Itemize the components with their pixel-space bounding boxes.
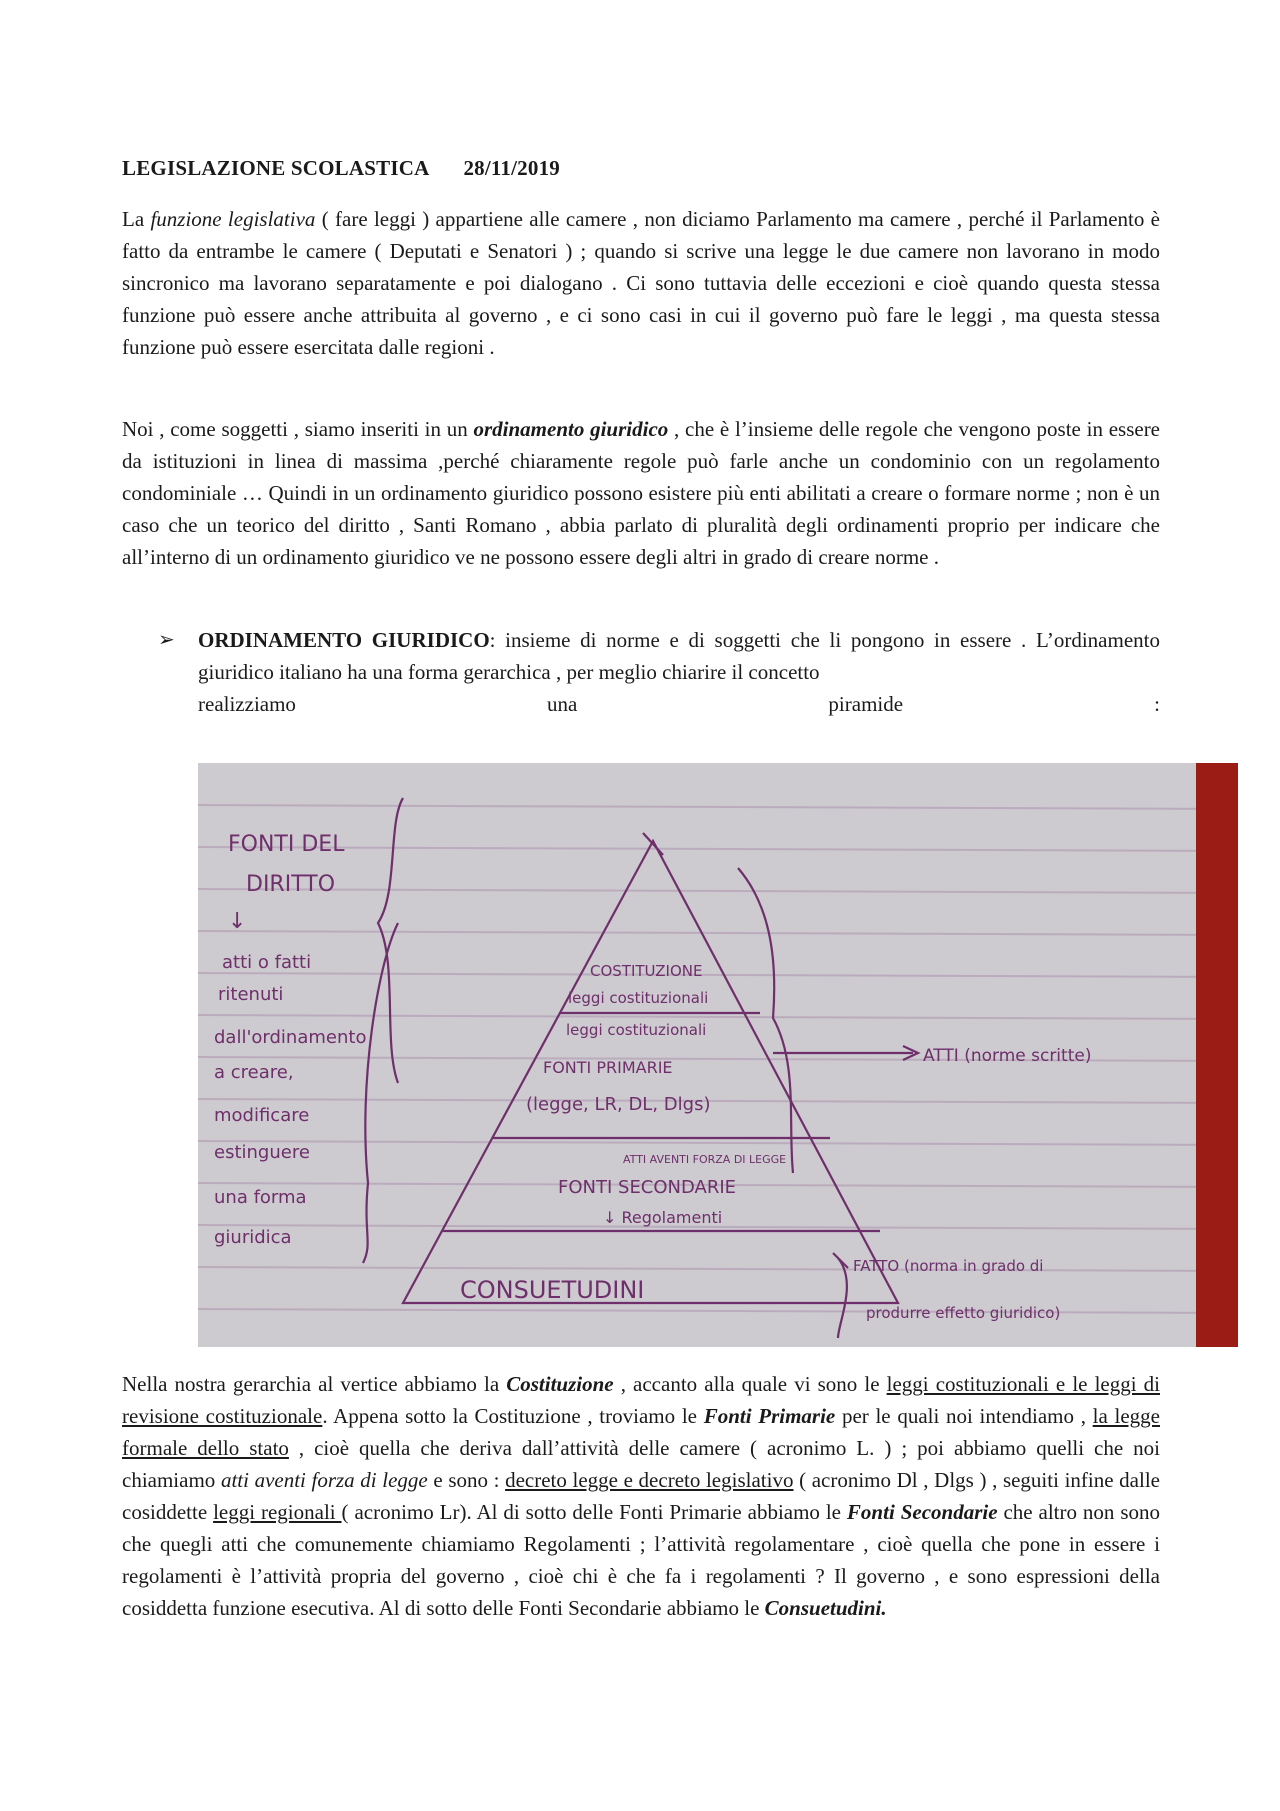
pyramid-primarie-list: (legge, LR, DL, Dlgs) [526, 1094, 711, 1115]
note-line-7: a creare, [214, 1062, 294, 1083]
note-line-9: estinguere [214, 1142, 310, 1163]
bullet-last-line: realizziamo una piramide : [198, 692, 1160, 716]
bullet-ordinamento-giuridico [160, 624, 1160, 720]
note-line-1: FONTI DEL [228, 832, 345, 857]
pyramid-photo-svg [198, 763, 1238, 1347]
right-fatto-note-2: produrre effetto giuridico) [866, 1304, 1061, 1322]
pyramid-consuetudini: CONSUETUDINI [460, 1276, 645, 1304]
pyramid-atti-aventi: ATTI AVENTI FORZA DI LEGGE [623, 1153, 787, 1166]
right-atti-note: ATTI (norme scritte) [923, 1046, 1092, 1066]
note-line-6: dall'ordinamento [214, 1027, 367, 1048]
pyramid-fonti-secondarie: FONTI SECONDARIE [558, 1177, 737, 1198]
pyramid-regolamenti: ↓ Regolamenti [603, 1208, 723, 1227]
title-text: LEGISLAZIONE SCOLASTICA [122, 156, 430, 180]
paragraph-ordinamento: Noi , come soggetti , siamo inseriti in un ordinamento giuridico , che è l’insieme delle regole che vengono poste in essere da istituzioni in linea di massima ,perché chiaramente regole può farle anche un condominio con un regolamento condominiale … Quindi in un ordinamento giuridico possono esistere più enti abilitati a creare o formare norme ; non è un caso che un teorico del diritto , Santi Romano , abbia parlato di pluralità degli ordinamenti proprio per indicare che all’interno di un ordinamento giuridico ve ne possono essere degli altri in grado di creare norme . [122, 417, 1161, 569]
note-line-5: ritenuti [218, 984, 284, 1005]
emphasis-ordinamento-giuridico: ordinamento giuridico [473, 417, 669, 441]
note-line-8: modificare [214, 1105, 310, 1126]
pyramid-fonti-primarie: FONTI PRIMARIE [543, 1058, 673, 1077]
pyramid-photo [198, 763, 1238, 1347]
right-fatto-note-1: FATTO (norma in grado di [853, 1257, 1044, 1275]
pyramid-leggi-1: leggi costituzionali [568, 989, 709, 1007]
pyramid-leggi-2: leggi costituzionali [566, 1021, 707, 1039]
note-line-11: giuridica [214, 1227, 292, 1248]
note-line-3: ↓ [228, 909, 247, 934]
pyramid-costituzione: COSTITUZIONE [590, 962, 703, 980]
note-line-10: una forma [214, 1187, 307, 1208]
emphasis-funzione-legislativa: funzione legislativa [150, 207, 316, 231]
document-title [122, 152, 560, 184]
red-notebook-edge [1196, 763, 1238, 1347]
note-line-4: atti o fatti [222, 952, 312, 973]
bullet-text: ORDINAMENTO GIURIDICO: insieme di norme e di soggetti che li pongono in essere . L’ordinamento giuridico italiano ha una forma gerarchica , per meglio chiarire il concetto [198, 628, 1160, 684]
title-date: 28/11/2019 [463, 156, 560, 180]
bullet-arrow-icon: ➢ [158, 629, 175, 651]
note-line-2: DIRITTO [246, 872, 336, 897]
paragraph-gerarchia: Nella nostra gerarchia al vertice abbiamo la Costituzione , accanto alla quale vi sono le leggi costituzionali e le leggi di revisione costituzionale. Appena sotto la Costituzione , troviamo le Fonti Primarie per le quali noi intendiamo , la legge formale dello stato , cioè quella che deriva dall’attività delle camere ( acronimo L. ) ; poi abbiamo quelli che noi chiamiamo atti aventi forza di legge e sono : decreto legge e decreto legislativo ( acronimo Dl , Dlgs ) , seguiti infine dalle cosiddette leggi regionali ( acronimo Lr). Al di sotto delle Fonti Primarie abbiamo le Fonti Secondarie che altro non sono che quegli atti che comunemente chiamiamo Regolamenti ; l’attività regolamentare , cioè quella che pone in essere i regolamenti è l’attività propria del governo , cioè chi è che fa i regolamenti ? Il governo , e sono espressioni della cosiddetta funzione esecutiva. Al di sotto delle Fonti Secondarie abbiamo le Consuetudini. [122, 1372, 1161, 1620]
bullet-term: ORDINAMENTO GIURIDICO [198, 628, 490, 652]
paragraph-funzione-legislativa: La funzione legislativa ( fare leggi ) appartiene alle camere , non diciamo Parlamento ma camere , perché il Parlamento è fatto da entrambe le camere ( Deputati e Senatori ) ; quando si scrive una legge le due camere non lavorano in modo sincronico ma lavorano separatamente e poi dialogano . Ci sono tuttavia delle eccezioni e cioè quando questa stessa funzione può essere anche attribuita al governo , e ci sono casi in cui il governo può fare le leggi , ma questa stessa funzione può essere esercitata dalle regioni . [122, 207, 1160, 359]
